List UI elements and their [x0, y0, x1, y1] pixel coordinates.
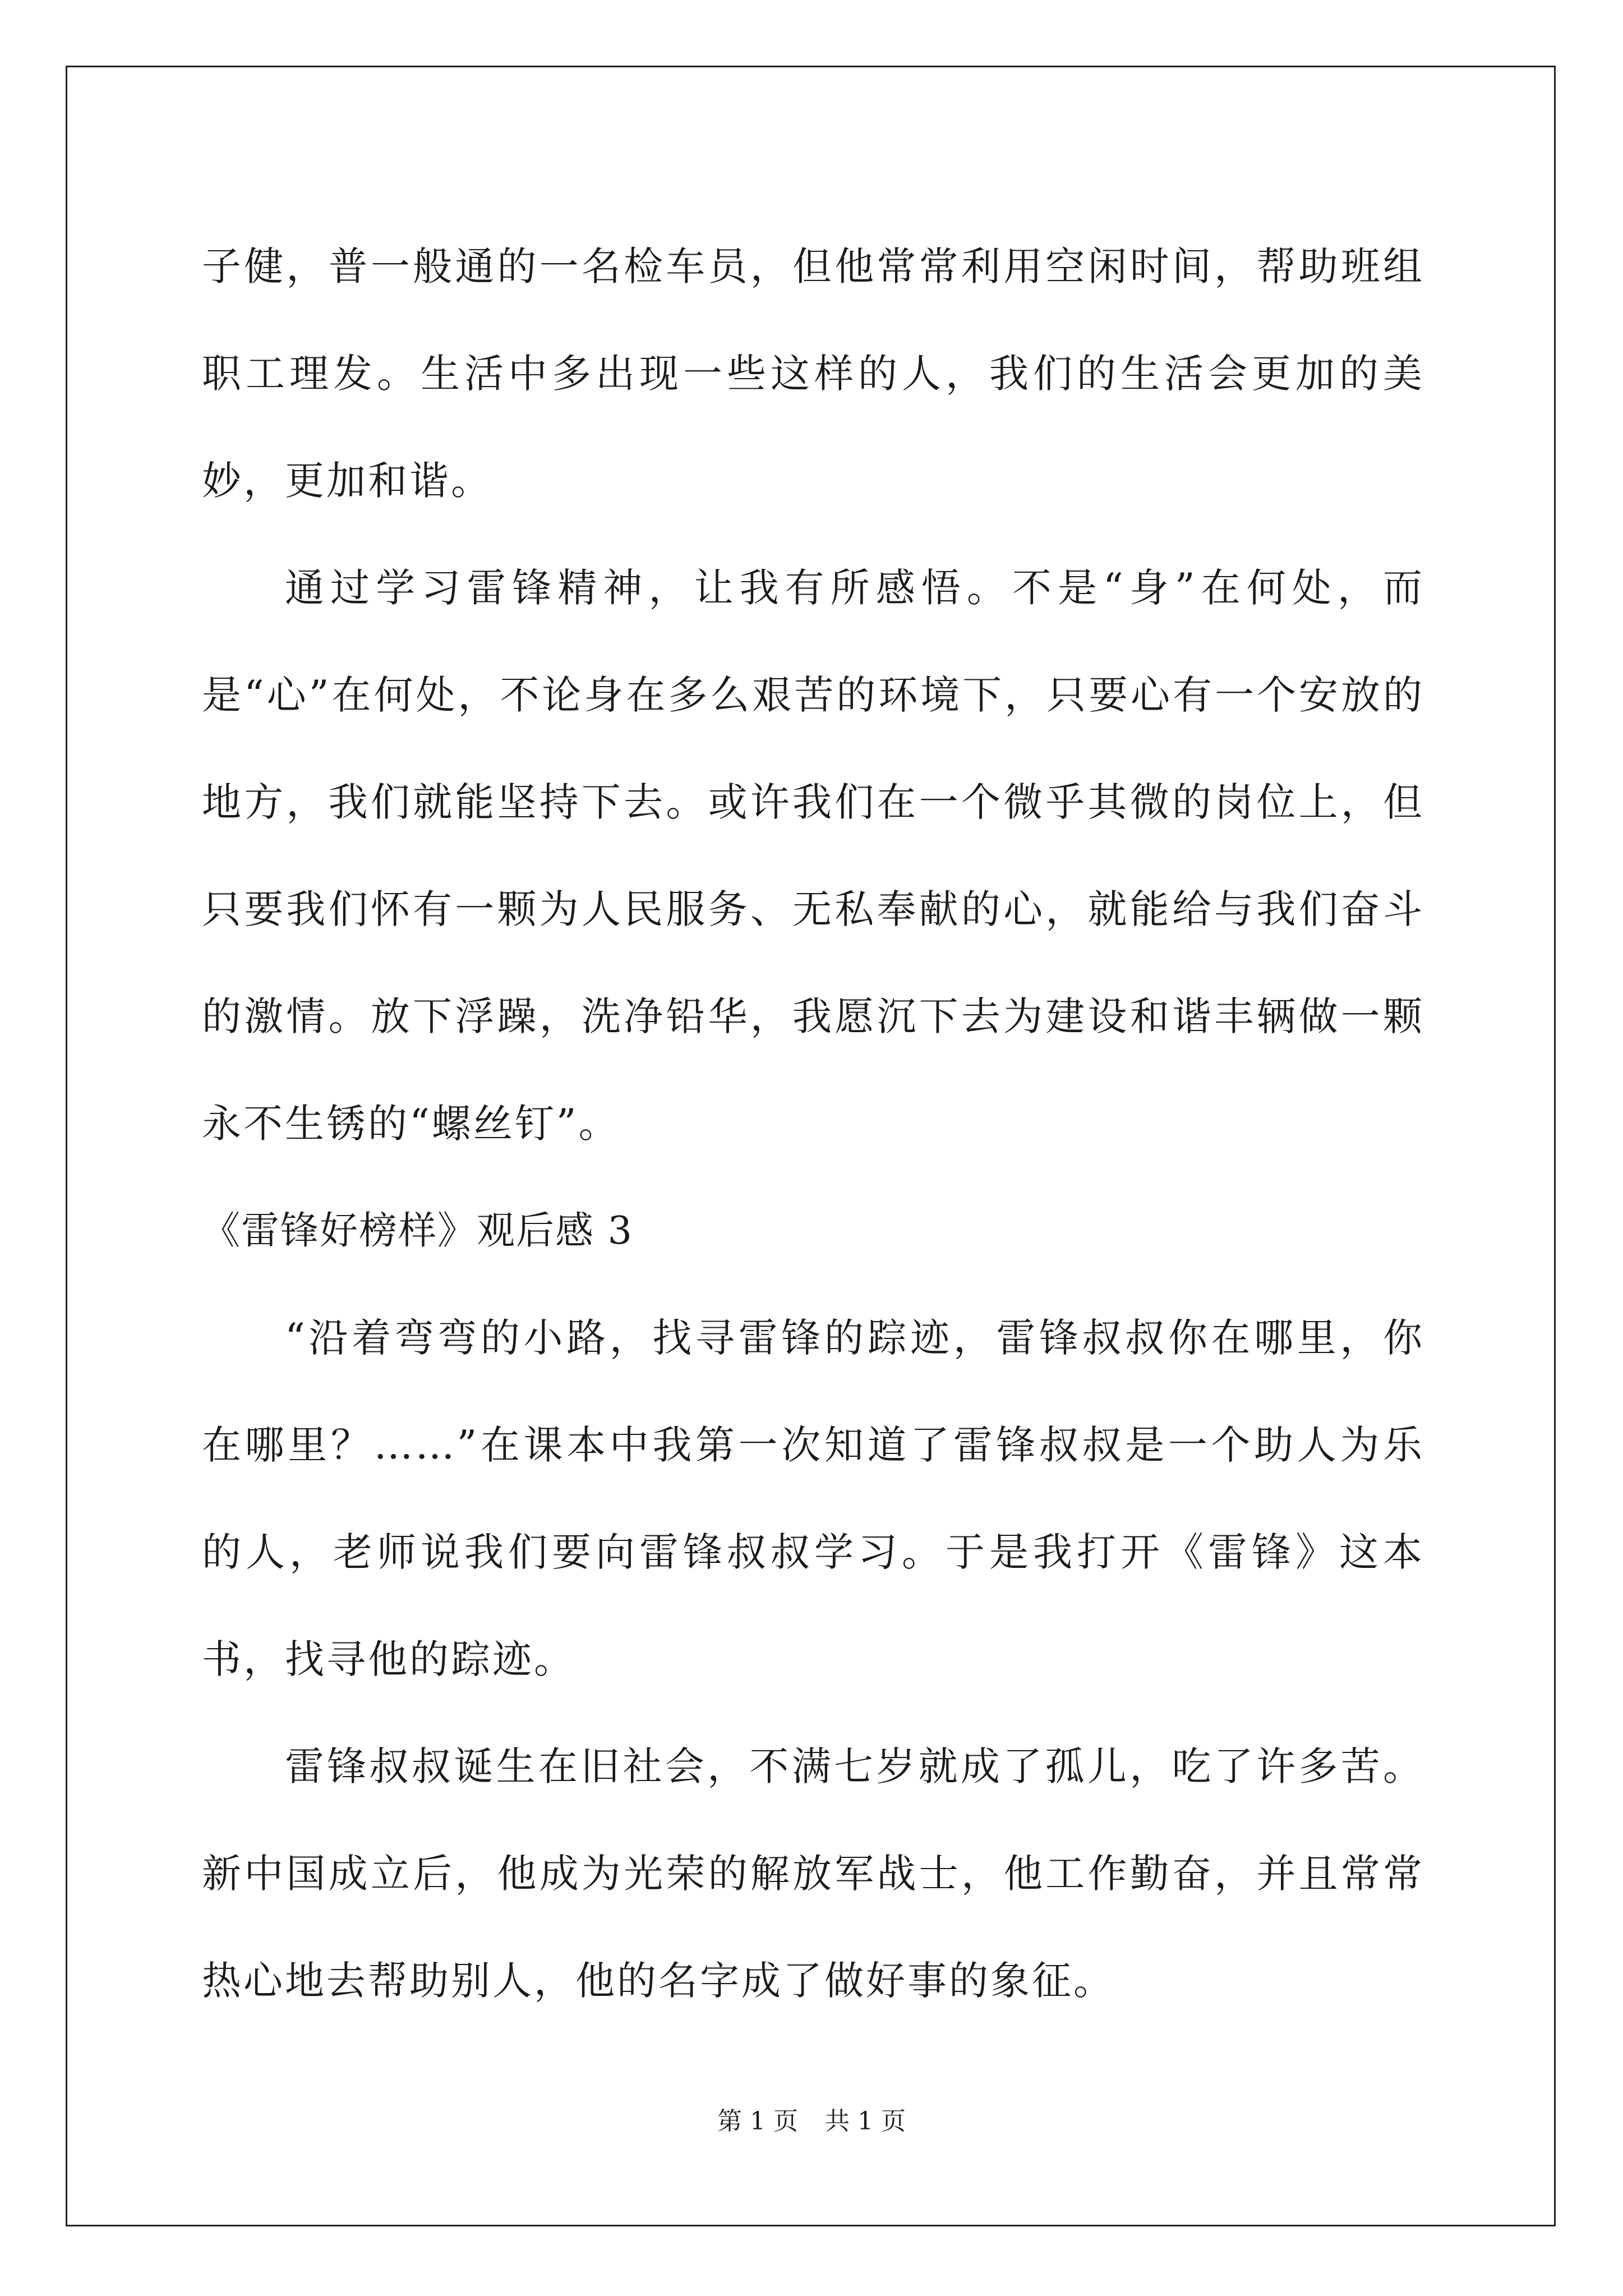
paragraph-4: 雷锋叔叔诞生在旧社会，不满七岁就成了孤儿，吃了许多苦。新中国成立后，他成为光荣的解放军战士，他工作勤奋，并且常常热心地去帮助别人，他的名字成了做好事的象征。	[202, 1743, 1424, 2004]
paragraph-2: 通过学习雷锋精神，让我有所感悟。不是“身”在何处，而是“心”在何处，不论身在多么艰苦的环境下，只要心有一个安放的地方，我们就能坚持下去。或许我们在一个微乎其微的岗位上，但只要我们怀有一颗为人民服务、无私奉献的心，就能给与我们奋斗的激情。放下浮躁，洗净铅华，我愿沉下去为建设和谐丰辆做一颗永不生锈的“螺丝钉”。	[202, 565, 1424, 1147]
page-footer	[0, 2105, 1623, 2138]
paragraph-3: “沿着弯弯的小路，找寻雷锋的踪迹，雷锋叔叔你在哪里，你在哪里？……”在课本中我第一次知道了雷锋叔叔是一个助人为乐的人，老师说我们要向雷锋叔叔学习。于是我打开《雷锋》这本书，找寻他的踪迹。	[202, 1315, 1424, 1682]
page-number: 第 1 页	[717, 2107, 798, 2136]
paragraph-1: 子健，普一般通的一名检车员，但他常常利用空闲时间，帮助班组职工理发。生活中多出现一些这样的人，我们的生活会更加的美妙，更加和谐。	[202, 243, 1424, 504]
page-total: 共 1 页	[825, 2107, 906, 2136]
section-heading: 《雷锋好榜样》观后感 3	[202, 1209, 633, 1253]
document-body	[202, 213, 1424, 2035]
